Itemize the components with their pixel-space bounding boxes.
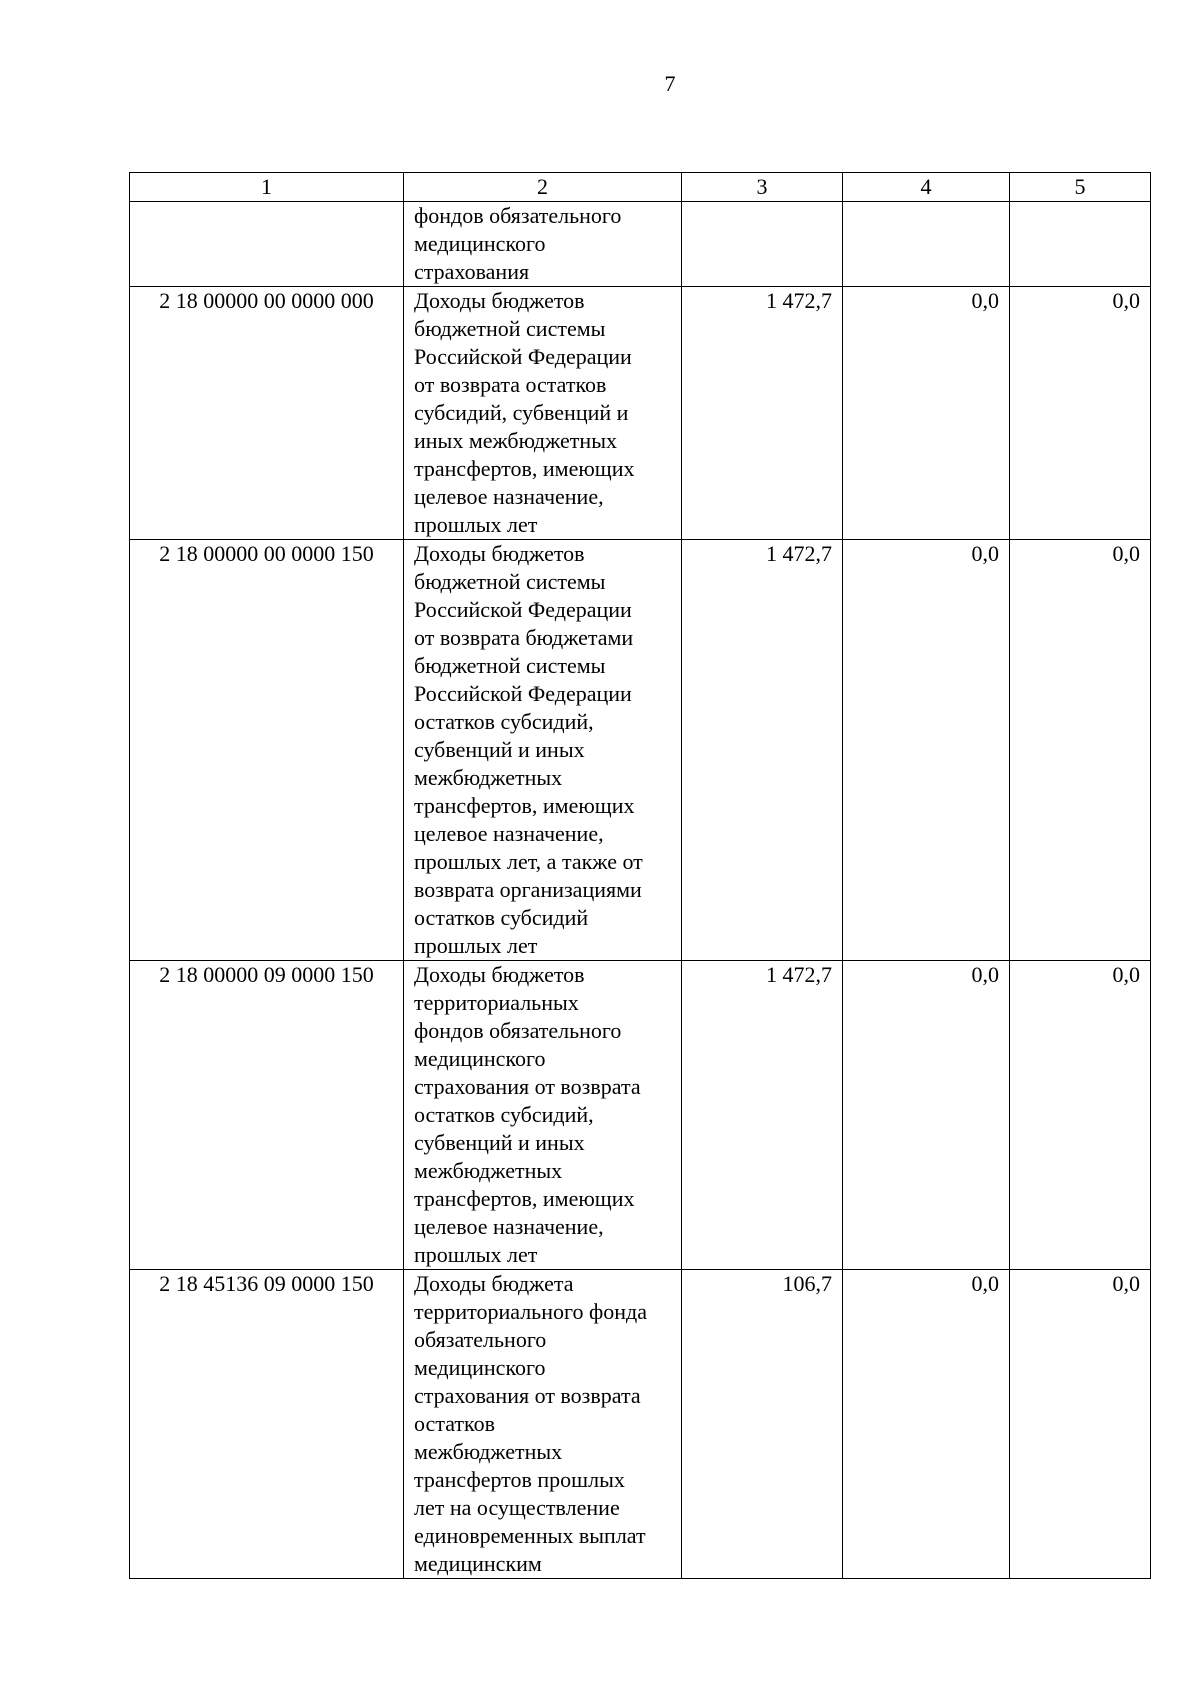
table-row xyxy=(130,540,1151,961)
amount-cell-col4 xyxy=(843,202,1010,287)
table-row xyxy=(130,1270,1151,1579)
amount-cell-col4: 0,0 xyxy=(843,287,1010,540)
column-header-5: 5 xyxy=(1010,173,1151,202)
amount-cell-col4: 0,0 xyxy=(843,961,1010,1270)
column-header-1: 1 xyxy=(130,173,404,202)
amount-cell-col3: 106,7 xyxy=(682,1270,843,1579)
page-number: 7 xyxy=(664,71,676,96)
amount-cell-col5: 0,0 xyxy=(1010,540,1151,961)
column-header-3: 3 xyxy=(682,173,843,202)
amount-cell-col3 xyxy=(682,202,843,287)
budget-code-cell: 2 18 00000 09 0000 150 xyxy=(130,961,404,1270)
amount-cell-col5 xyxy=(1010,202,1151,287)
budget-code-cell: 2 18 00000 00 0000 000 xyxy=(130,287,404,540)
table-row xyxy=(130,961,1151,1270)
column-header-2: 2 xyxy=(404,173,682,202)
revenue-name-cell: Доходы бюджетов территориальных фондов обязательного медицинского страхования от возврата остатков субсидий, субвенций и иных межбюджетных трансфертов, имеющих целевое назначение, прошлых лет xyxy=(404,961,682,1270)
revenue-name-cell: фондов обязательного медицинского страхования xyxy=(404,202,682,287)
revenue-name-cell: Доходы бюджетов бюджетной системы Российской Федерации от возврата остатков субсидий, субвенций и иных межбюджетных трансфертов, имеющих целевое назначение, прошлых лет xyxy=(404,287,682,540)
amount-cell-col4: 0,0 xyxy=(843,540,1010,961)
column-header-4: 4 xyxy=(843,173,1010,202)
amount-cell-col5: 0,0 xyxy=(1010,1270,1151,1579)
table-header-row xyxy=(130,173,1151,202)
revenue-name-cell: Доходы бюджета территориального фонда обязательного медицинского страхования от возврата остатков межбюджетных трансфертов прошлых лет на осуществление единовременных выплат медицинским xyxy=(404,1270,682,1579)
amount-cell-col4: 0,0 xyxy=(843,1270,1010,1579)
amount-cell-col3: 1 472,7 xyxy=(682,961,843,1270)
budget-revenue-table xyxy=(129,172,1151,1579)
budget-code-cell xyxy=(130,202,404,287)
table-row xyxy=(130,287,1151,540)
amount-cell-col3: 1 472,7 xyxy=(682,540,843,961)
budget-code-cell: 2 18 00000 00 0000 150 xyxy=(130,540,404,961)
table-row xyxy=(130,202,1151,287)
amount-cell-col5: 0,0 xyxy=(1010,287,1151,540)
revenue-name-cell: Доходы бюджетов бюджетной системы Российской Федерации от возврата бюджетами бюджетной системы Российской Федерации остатков субсидий, субвенций и иных межбюджетных трансфертов, имеющих целевое назначение, прошлых лет, а также от возврата организациями остатков субсидий прошлых лет xyxy=(404,540,682,961)
budget-code-cell: 2 18 45136 09 0000 150 xyxy=(130,1270,404,1579)
amount-cell-col3: 1 472,7 xyxy=(682,287,843,540)
amount-cell-col5: 0,0 xyxy=(1010,961,1151,1270)
